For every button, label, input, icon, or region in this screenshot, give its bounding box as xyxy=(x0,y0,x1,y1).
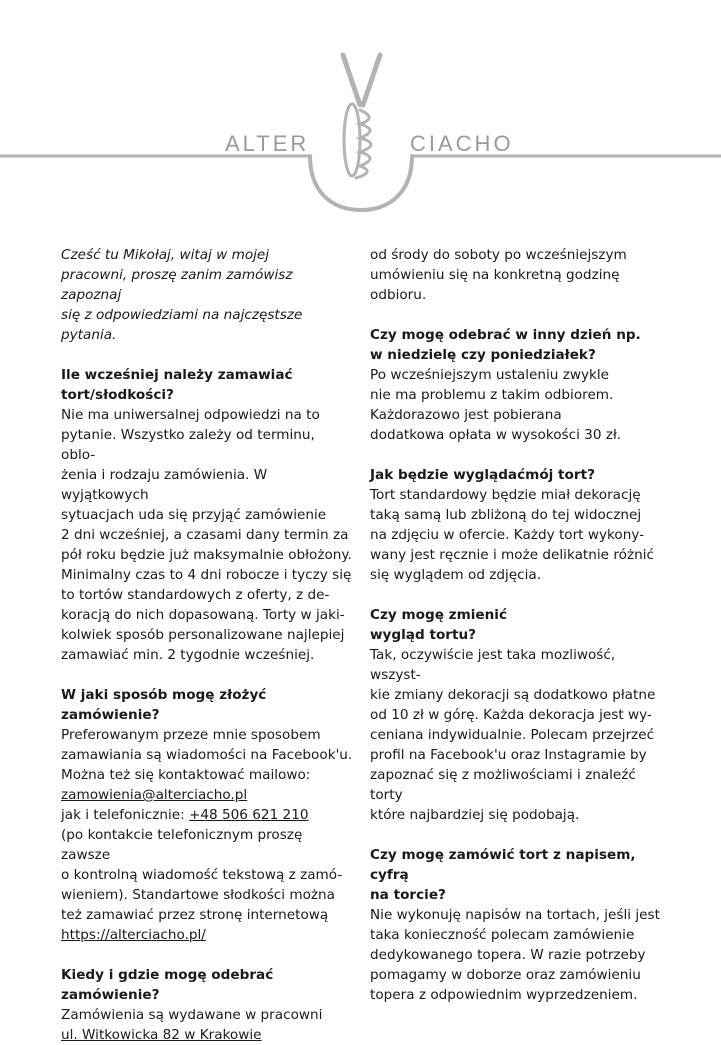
answer-line: żenia i rodzaju zamówienia. W wyjątkowych xyxy=(61,467,268,503)
answer-line: Nie ma uniwersalnej odpowiedzi na to xyxy=(61,407,320,423)
answer-text xyxy=(61,725,353,945)
question-heading xyxy=(370,605,662,645)
answer-line: taka konieczność polecam zamówienie xyxy=(370,927,635,943)
answer-line: Zamówienia są wydawane w pracowni xyxy=(61,1007,323,1023)
answer-text xyxy=(370,365,662,445)
question-heading xyxy=(370,465,662,485)
header-logo xyxy=(0,0,721,230)
question-line: Czy mogę zmienić xyxy=(370,607,508,623)
question-heading xyxy=(370,845,662,905)
website-link[interactable]: https://alterciacho.pl/ xyxy=(61,927,206,943)
answer-line: kolwiek sposób personalizowane najlepiej xyxy=(61,627,345,643)
question-line: wygląd tortu? xyxy=(370,627,477,643)
brand-left: ALTER xyxy=(225,131,310,156)
answer-line: które najbardziej się podobają. xyxy=(370,807,580,823)
question-heading xyxy=(61,365,353,405)
answer-text xyxy=(370,485,662,585)
intro-text xyxy=(61,245,353,345)
answer-line: ceniana indywidualnie. Polecam przejrzeć xyxy=(370,727,655,743)
answer-line: pół roku będzie już maksymalnie obłożony. xyxy=(61,547,352,563)
intro-line: się z odpowiedziami na najczęstsze pytania. xyxy=(61,307,303,343)
answer-line: wieniem). Standartowe słodkości można xyxy=(61,887,335,903)
answer-line: też zamawiać przez stronę internetową xyxy=(61,907,329,923)
answer-line: (po kontakcie telefonicznym proszę zawsze xyxy=(61,827,303,863)
left-column xyxy=(61,245,353,1045)
question-line: na torcie? xyxy=(370,887,446,903)
answer-line: na zdjęciu w ofercie. Każdy tort wykony- xyxy=(370,527,645,543)
intro-line: Cześć tu Mikołaj, witaj w mojej xyxy=(61,247,270,263)
answer-line: Nie wykonuję napisów na tortach, jeśli jest xyxy=(370,907,660,923)
answer-line: dedykowanego topera. W razie potrzeby xyxy=(370,947,646,963)
answer-text xyxy=(370,645,662,825)
brand-right: CIACHO xyxy=(410,131,514,156)
answer-line: pomagamy w doborze oraz zamówieniu xyxy=(370,967,641,983)
answer-line: Tak, oczywiście jest taka mozliwość, wszyst- xyxy=(370,647,616,683)
answer-line: Można też się kontaktować mailowo: xyxy=(61,767,311,783)
answer-line: odbioru. xyxy=(370,287,427,303)
answer-line: koracją do nich dopasowaną. Torty w jaki- xyxy=(61,607,345,623)
answer-line: zamawiać min. 2 tygodnie wcześniej. xyxy=(61,647,315,663)
question-heading xyxy=(61,685,353,725)
answer-text xyxy=(370,245,662,305)
answer-line: profil na Facebook'u oraz Instagramie by xyxy=(370,747,647,763)
question-line: Czy mogę zamówić tort z napisem, cyfrą xyxy=(370,847,636,883)
question-line: Jak będzie wyglądaćmój tort? xyxy=(370,467,595,483)
question-line: W jaki sposób mogę złożyć xyxy=(61,687,267,703)
answer-line: Preferowanym przeze mnie sposobem xyxy=(61,727,321,743)
question-line: Czy mogę odebrać w inny dzień np. xyxy=(370,327,641,343)
intro-line: pracowni, proszę zanim zamówisz zapoznaj xyxy=(61,267,293,303)
question-line: Kiedy i gdzie mogę odebrać xyxy=(61,967,274,983)
email-link[interactable]: zamowienia@alterciacho.pl xyxy=(61,787,248,803)
answer-line: dodatkowa opłata w wysokości 30 zł. xyxy=(370,427,622,443)
question-line: Ile wcześniej należy zamawiać xyxy=(61,367,293,383)
whisk-icon xyxy=(0,0,721,230)
answer-line: od 10 zł w górę. Każda dekoracja jest wy- xyxy=(370,707,652,723)
answer-line: umówieniu się na konkretną godzinę xyxy=(370,267,620,283)
answer-line: pytanie. Wszystko zależy od terminu, oblo- xyxy=(61,427,315,463)
answer-line: od środy do soboty po wcześniejszym xyxy=(370,247,627,263)
question-line: zamówienie? xyxy=(61,707,160,723)
answer-line: Tort standardowy będzie miał dekorację xyxy=(370,487,641,503)
question-line: w niedzielę czy poniedziałek? xyxy=(370,347,596,363)
phone-link[interactable]: +48 506 621 210 xyxy=(189,807,309,823)
address-link[interactable]: ul. Witkowicka 82 w Krakowie xyxy=(61,1027,262,1043)
question-heading xyxy=(370,325,662,365)
answer-line: to tortów standardowych z oferty, z de- xyxy=(61,587,330,603)
answer-line: 2 dni wcześniej, a czasami dany termin za xyxy=(61,527,349,543)
answer-line: Po wcześniejszym ustaleniu zwykle xyxy=(370,367,610,383)
answer-line: o kontrolną wiadomość tekstową z zamó- xyxy=(61,867,343,883)
answer-line: nie ma problemu z takim odbiorem. xyxy=(370,387,614,403)
phone-prefix: jak i telefonicznie: xyxy=(61,807,189,823)
question-line: zamówienie? xyxy=(61,987,160,1003)
right-column xyxy=(370,245,662,1005)
answer-line: wany jest ręcznie i może delikatnie różnić xyxy=(370,547,654,563)
answer-line: Minimalny czas to 4 dni robocze i tyczy się xyxy=(61,567,352,583)
answer-line: Każdorazowo jest pobierana xyxy=(370,407,562,423)
question-heading xyxy=(61,965,353,1005)
answer-line: zamawiania są wiadomości na Facebook'u. xyxy=(61,747,353,763)
answer-line: topera z odpowiednim wyprzedzeniem. xyxy=(370,987,638,1003)
answer-text xyxy=(61,1005,353,1045)
answer-line: sytuacjach uda się przyjąć zamówienie xyxy=(61,507,327,523)
answer-line: taką samą lub zbliżoną do tej widocznej xyxy=(370,507,642,523)
answer-text xyxy=(370,905,662,1005)
question-line: tort/słodkości? xyxy=(61,387,174,403)
answer-text xyxy=(61,405,353,665)
answer-line: zapoznać się z możliwościami i znaleźć torty xyxy=(370,767,636,803)
answer-line: się wyglądem od zdjęcia. xyxy=(370,567,542,583)
answer-line: kie zmiany dekoracji są dodatkowo płatne xyxy=(370,687,656,703)
